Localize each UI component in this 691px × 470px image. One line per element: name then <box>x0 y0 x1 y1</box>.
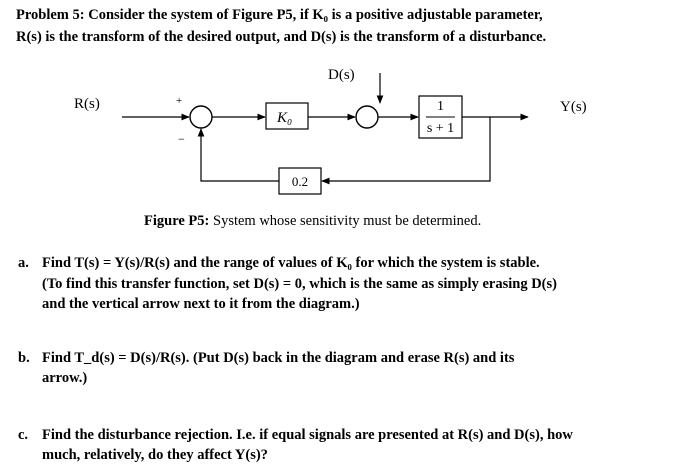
part-a-line-2: (To find this transfer function, set D(s) = 0, which is the same as simply erasing D(s) <box>42 276 557 292</box>
part-a-line-3: and the vertical arrow next to it from the diagram.) <box>42 296 360 312</box>
part-b-marker: b. <box>18 350 30 366</box>
sum-plus-sign: + <box>176 95 183 107</box>
gain-block-label: K₀ <box>277 110 293 126</box>
part-c-line-1: Find the disturbance rejection. I.e. if equal signals are presented at R(s) and D(s), how <box>42 427 573 443</box>
figure-caption-prefix: Figure P5: <box>144 213 210 229</box>
part-b-line-2: arrow.) <box>42 370 88 386</box>
figure-caption <box>144 212 481 231</box>
part-a-marker: a. <box>18 255 29 271</box>
problem-statement-line-1: Problem 5: Consider the system of Figure P5, if K₀ is a positive adjustable parameter, <box>16 7 543 23</box>
part-b-line-1: Find T_d(s) = D(s)/R(s). (Put D(s) back in the diagram and erase R(s) and its <box>42 350 515 366</box>
summing-junction-1 <box>190 106 212 128</box>
output-label: Y(s) <box>560 99 587 115</box>
feedback-path <box>322 117 490 181</box>
problem-statement-line-2: R(s) is the transform of the desired output, and D(s) is the transform of a disturbance. <box>16 29 547 45</box>
plant-denominator: s + 1 <box>426 121 455 136</box>
summing-junction-2 <box>356 106 378 128</box>
input-label: R(s) <box>74 96 100 112</box>
figure-caption-text: System whose sensitivity must be determined. <box>213 213 482 229</box>
disturbance-label: D(s) <box>328 67 355 83</box>
part-c-line-2: much, relatively, do they affect Y(s)? <box>42 447 268 463</box>
feedback-return-arrow <box>201 129 279 181</box>
feedback-gain-label: 0.2 <box>291 174 309 189</box>
sum-minus-sign: − <box>178 132 185 146</box>
plant-numerator: 1 <box>437 99 444 114</box>
part-a-line-1: Find T(s) = Y(s)/R(s) and the range of values of K₀ for which the system is stable. <box>42 255 540 271</box>
part-c-marker: c. <box>18 427 29 443</box>
